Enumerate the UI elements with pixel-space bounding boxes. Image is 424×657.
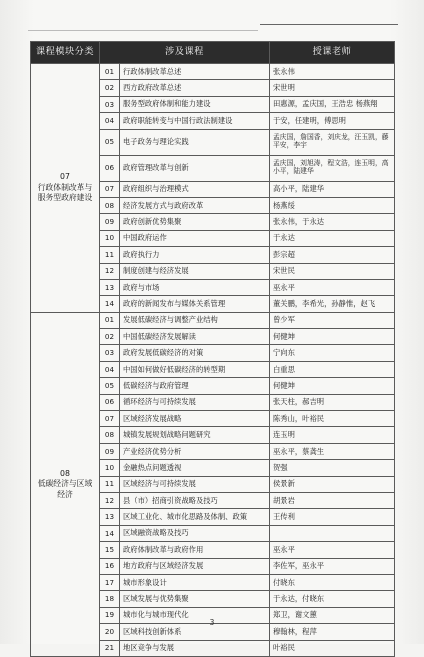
course-teacher: 于永达，付晓东: [270, 591, 395, 607]
course-title: 政府职能转变与中国行政法制建设: [120, 113, 270, 129]
course-title: 政府的新闻发布与媒体关系管理: [120, 296, 270, 312]
course-number: 01: [100, 312, 120, 328]
header-module: 课程模块分类: [31, 42, 100, 64]
header-rule: [260, 24, 398, 25]
course-title: 制度创建与经济发展: [120, 263, 270, 279]
course-teacher: 董关鹏，李希光，孙静惟，赵飞: [270, 296, 395, 312]
course-title: 电子政务与理论实践: [120, 129, 270, 155]
course-title: 区域经济与可持续发展: [120, 476, 270, 492]
course-teacher: 陈秀山，叶裕民: [270, 411, 395, 427]
course-teacher: 连玉明: [270, 427, 395, 443]
course-teacher: 何健坤: [270, 329, 395, 345]
course-teacher: 孟庆国，刘旭涛，程文浩，连玉明，高小平，陆建华: [270, 155, 395, 181]
course-number: 07: [100, 181, 120, 197]
course-title: 循环经济与可持续发展: [120, 394, 270, 410]
module-code: 08: [60, 468, 70, 478]
course-teacher: 杨燕绥: [270, 197, 395, 213]
module-cell: [31, 312, 100, 656]
course-number: 14: [100, 525, 120, 541]
course-number: 01: [100, 64, 120, 80]
course-number: 05: [100, 129, 120, 155]
course-teacher: 郑卫，谢文蕙: [270, 607, 395, 623]
course-number: 15: [100, 542, 120, 558]
course-teacher: 于永达: [270, 230, 395, 246]
table-body: [31, 64, 395, 657]
course-number: 14: [100, 296, 120, 312]
course-title: 地方政府与区域经济发展: [120, 558, 270, 574]
course-teacher: 叶裕民: [270, 640, 395, 656]
table-row: [31, 64, 395, 80]
course-title: 区域科技创新体系: [120, 624, 270, 640]
course-teacher: 巫永平: [270, 279, 395, 295]
course-teacher: 穆翰林，程萍: [270, 624, 395, 640]
course-number: 03: [100, 345, 120, 361]
course-title: 行政体制改革总述: [120, 64, 270, 80]
course-teacher: 宋世民: [270, 263, 395, 279]
course-title: 中国如何做好低碳经济的转型期: [120, 361, 270, 377]
module-code: 07: [60, 172, 70, 182]
course-number: 18: [100, 591, 120, 607]
course-title: 县（市）招商引资战略及技巧: [120, 492, 270, 508]
course-teacher: 田惠源，孟庆国，王浩忠 杨燕翔: [270, 96, 395, 112]
course-number: 02: [100, 329, 120, 345]
header-course: 涉及课程: [100, 42, 270, 64]
module-name: 低碳经济与区域经济: [37, 479, 93, 499]
course-teacher: 王传利: [270, 509, 395, 525]
course-title: 政府体制改革与政府作用: [120, 542, 270, 558]
course-number: 05: [100, 378, 120, 394]
header-teacher: 授课老师: [270, 42, 395, 64]
course-teacher: 付晓东: [270, 574, 395, 590]
course-teacher: 宋世明: [270, 80, 395, 96]
course-number: 08: [100, 197, 120, 213]
course-number: 21: [100, 640, 120, 656]
course-teacher: 彭宗超: [270, 247, 395, 263]
course-table: [30, 41, 395, 657]
course-number: 19: [100, 607, 120, 623]
module-cell: [31, 64, 100, 313]
course-number: 04: [100, 113, 120, 129]
course-teacher: 孟庆国，詹国香，刘庆龙，汪玉凯，藤平安，李宇: [270, 129, 395, 155]
course-teacher: 贺强: [270, 460, 395, 476]
course-number: 07: [100, 411, 120, 427]
course-number: 13: [100, 509, 120, 525]
course-title: 低碳经济与政府管理: [120, 378, 270, 394]
course-title: 城镇发展规划战略问题研究: [120, 427, 270, 443]
course-number: 11: [100, 476, 120, 492]
course-number: 03: [100, 96, 120, 112]
course-teacher: 曾少军: [270, 312, 395, 328]
course-teacher: 何健坤: [270, 378, 395, 394]
course-title: 区域发展与优势集聚: [120, 591, 270, 607]
course-teacher: 巫永平: [270, 542, 395, 558]
course-number: 13: [100, 279, 120, 295]
course-title: 产业经济优势分析: [120, 443, 270, 459]
course-teacher: 张天柱，郝吉明: [270, 394, 395, 410]
course-title: 区域工业化、城市化思路及体制、政策: [120, 509, 270, 525]
course-number: 02: [100, 80, 120, 96]
course-title: 西方政府改革总述: [120, 80, 270, 96]
course-teacher: 巫永平，蔡龚生: [270, 443, 395, 459]
course-number: 20: [100, 624, 120, 640]
course-title: 政府管理改革与创新: [120, 155, 270, 181]
course-number: 06: [100, 155, 120, 181]
course-number: 10: [100, 460, 120, 476]
course-number: 09: [100, 443, 120, 459]
course-title: 政府组织与治理模式: [120, 181, 270, 197]
course-teacher: 张永伟，于永达: [270, 214, 395, 230]
course-teacher: [270, 525, 395, 541]
course-number: 16: [100, 558, 120, 574]
table-row: [31, 312, 395, 328]
course-number: 17: [100, 574, 120, 590]
course-title: 政府创新优势集聚: [120, 214, 270, 230]
course-number: 11: [100, 247, 120, 263]
course-title: 城市化与城市现代化: [120, 607, 270, 623]
course-title: 政府与市场: [120, 279, 270, 295]
course-teacher: 胡景岩: [270, 492, 395, 508]
course-title: 区域经济发展战略: [120, 411, 270, 427]
course-teacher: 侯景新: [270, 476, 395, 492]
course-title: 中国低碳经济发展解读: [120, 329, 270, 345]
page-number: 3: [209, 618, 215, 627]
course-teacher: 宁向东: [270, 345, 395, 361]
course-title: 城市形象设计: [120, 574, 270, 590]
table-header-row: [31, 42, 395, 64]
course-number: 10: [100, 230, 120, 246]
course-title: 经济发展方式与政府改革: [120, 197, 270, 213]
course-number: 04: [100, 361, 120, 377]
course-number: 09: [100, 214, 120, 230]
course-teacher: 白重思: [270, 361, 395, 377]
course-title: 发展低碳经济与调整产业结构: [120, 312, 270, 328]
course-title: 政府执行力: [120, 247, 270, 263]
course-title: 服务型政府体制和能力建设: [120, 96, 270, 112]
course-number: 08: [100, 427, 120, 443]
course-number: 12: [100, 263, 120, 279]
course-title: 政府发展低碳经济的对策: [120, 345, 270, 361]
course-title: 地区竞争与发展: [120, 640, 270, 656]
course-title: 中国政府运作: [120, 230, 270, 246]
module-name: 行政体制改革与服务型政府建设: [37, 182, 93, 203]
course-title: 金融热点问题透视: [120, 460, 270, 476]
course-teacher: 于安，任建明，傅思明: [270, 113, 395, 129]
course-title: 区域融资战略及技巧: [120, 525, 270, 541]
course-teacher: 李佐军，巫永平: [270, 558, 395, 574]
course-number: 06: [100, 394, 120, 410]
course-teacher: 张永伟: [270, 64, 395, 80]
course-number: 12: [100, 492, 120, 508]
header-rule-faint: [28, 30, 258, 31]
course-teacher: 高小平，陆建华: [270, 181, 395, 197]
